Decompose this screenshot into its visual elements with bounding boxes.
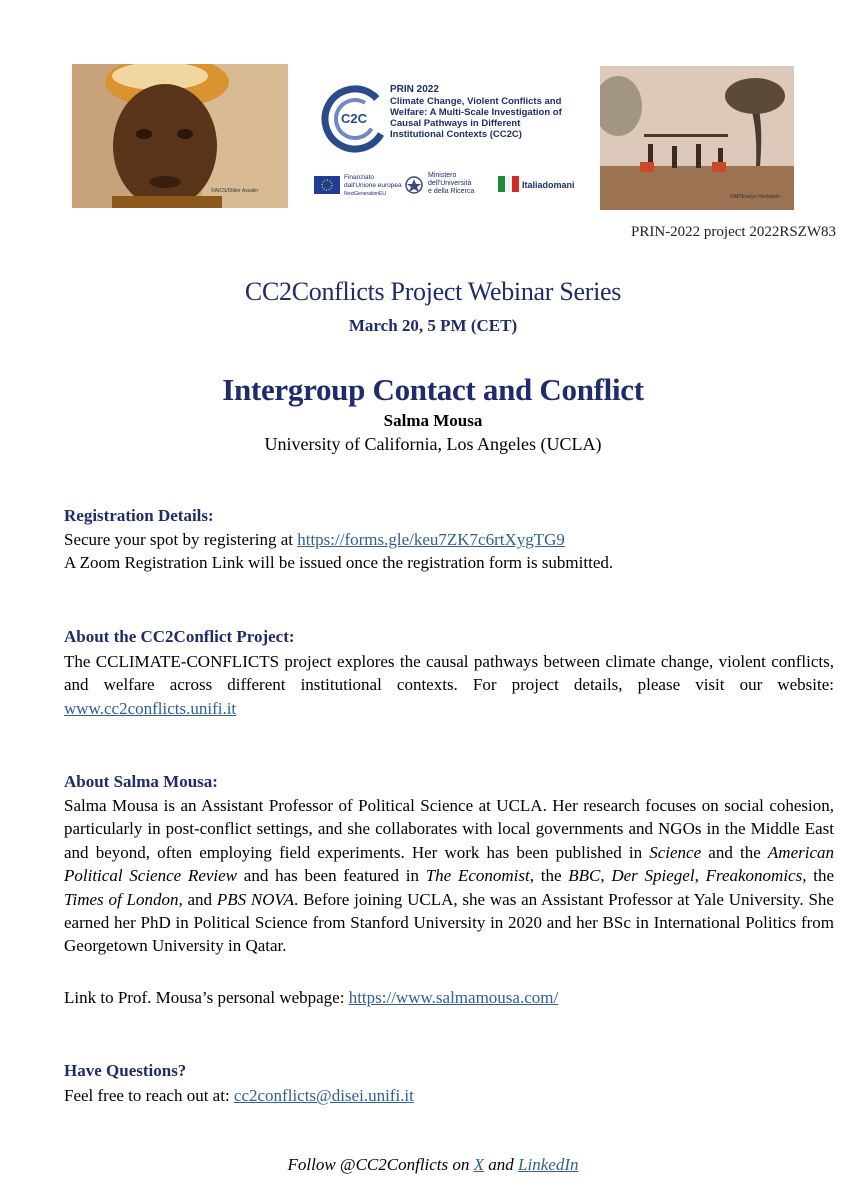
social-footer: [0, 1155, 866, 1175]
project-title-line-3: Causal Pathways in Different: [390, 118, 521, 129]
italia-domani-flag-icon: [498, 174, 520, 194]
event-date: March 20, 5 PM (CET): [348, 316, 518, 335]
eu-line-2: dall'Unione europea: [344, 182, 402, 189]
right-photo-credit: ©AP/Evelyn Hockstein: [729, 194, 780, 200]
questions-text: [64, 1084, 834, 1107]
woman-portrait-image: [72, 64, 288, 208]
bio-outlet-pbs: PBS NOVA: [216, 889, 295, 909]
eu-funded-text: [344, 174, 402, 198]
speaker-name: Salma Mousa: [383, 411, 483, 430]
bio-text-8: , and: [178, 889, 217, 909]
bio-outlet-science: Science: [649, 842, 702, 862]
speaker-affiliation: University of California, Los Angeles (UCLA): [264, 434, 602, 454]
project-description: The CCLIMATE-CONFLICTS project explores the causal pathways between climate change, violent conflicts, and welfare across different institutional contexts. For project details, please visit our website:: [64, 652, 834, 695]
project-code: PRIN-2022 project 2022RSZW83: [631, 224, 836, 240]
webpage-prefix: Link to Prof. Mousa’s personal webpage:: [64, 988, 349, 1007]
prin-label: PRIN 2022: [390, 84, 439, 95]
project-title-line-2: Welfare: A Multi-Scale Investigation of: [390, 107, 562, 118]
registration-text: [64, 528, 834, 575]
personal-webpage-link[interactable]: https://www.salmamousa.com/: [348, 988, 559, 1007]
webinar-series-title: CC2Conflicts Project Webinar Series: [244, 277, 622, 306]
bio-text-4: , the: [529, 866, 569, 886]
ministry-line-1: Ministero: [428, 172, 457, 179]
project-text: [64, 650, 834, 720]
italian-emblem-icon: [404, 174, 424, 196]
c2c-mark: C2C: [341, 111, 368, 126]
project-title-line-4: Institutional Contexts (CC2C): [390, 129, 522, 140]
registration-zoom-note: A Zoom Registration Link will be issued once the registration form is submitted.: [64, 553, 614, 573]
bio-outlet-economist: The Economist: [425, 866, 530, 886]
bio-heading: About Salma Mousa:: [64, 772, 218, 791]
bio-outlet-times: Times of London: [64, 889, 179, 909]
cc2c-logo-block: [312, 84, 594, 204]
bio-text-3: and has been featured in: [237, 866, 426, 886]
project-website-link[interactable]: www.cc2conflicts.unifi.it: [64, 698, 237, 718]
bio-outlet-spiegel: Der Spiegel: [611, 866, 695, 886]
project-title-line-1: Climate Change, Violent Conflicts and: [390, 96, 562, 107]
bio-text-6: ,: [694, 866, 706, 886]
bio-text-1: Salma Mousa is an Assistant Professor of Political Science at UCLA. Her research focuses on social cohesion, particularly in post-conflict settings, and she collaborates with local governments and NGOs in the Middle East and beyond, often employing field experiments. Her work has been published in: [64, 796, 834, 862]
eu-line-3: NextGenerationEU: [344, 191, 386, 197]
footer-and: and: [484, 1155, 519, 1174]
bio-text: [64, 794, 834, 958]
bio-outlet-bbc: BBC: [568, 866, 601, 886]
bio-webpage-line: [64, 986, 834, 1009]
bio-outlet-freakonomics: Freakonomics: [705, 866, 803, 886]
ministry-line-3: e della Ricerca: [428, 188, 475, 195]
project-heading: About the CC2Conflict Project:: [64, 627, 295, 646]
contact-email-link[interactable]: cc2conflicts@disei.unifi.it: [233, 1086, 414, 1105]
questions-prefix: Feel free to reach out at:: [64, 1086, 234, 1105]
bio-text-7: , the: [802, 866, 834, 886]
eu-line-1: Finanziato: [344, 174, 374, 181]
registration-heading: Registration Details:: [64, 506, 214, 525]
questions-heading: Have Questions?: [64, 1061, 187, 1080]
header-photo-landscape: [600, 66, 794, 210]
header-photo-woman: [72, 64, 288, 208]
ministry-line-2: dell'Università: [428, 180, 472, 187]
eu-flag-icon: [314, 176, 340, 194]
talk-title: Intergroup Contact and Conflict: [222, 372, 644, 407]
registration-link[interactable]: https://forms.gle/keu7ZK7c6rtXygTG9: [297, 530, 565, 549]
ministry-text: [428, 172, 474, 196]
bio-text-2: and the: [701, 842, 768, 862]
bio-text-5: ,: [600, 866, 612, 886]
bio-outlet-apsr: American Political Science Review: [64, 842, 834, 886]
registration-prefix: Secure your spot by registering at: [64, 530, 298, 549]
linkedin-link[interactable]: LinkedIn: [518, 1155, 579, 1174]
left-photo-credit: ©AICS/Didier Assalin: [210, 188, 258, 194]
landscape-image: [600, 66, 794, 210]
footer-prefix: Follow @CC2Conflicts on: [287, 1155, 474, 1174]
x-link[interactable]: X: [473, 1155, 485, 1174]
italia-domani-text: Italiadomani: [522, 180, 575, 190]
bio-text-9: . Before joining UCLA, she was an Assistant Professor at Yale University. She earned her PhD in Political Science from Stanford University in 2020 and her BSc in International Politics from Georgetown University in Qatar.: [64, 889, 834, 956]
